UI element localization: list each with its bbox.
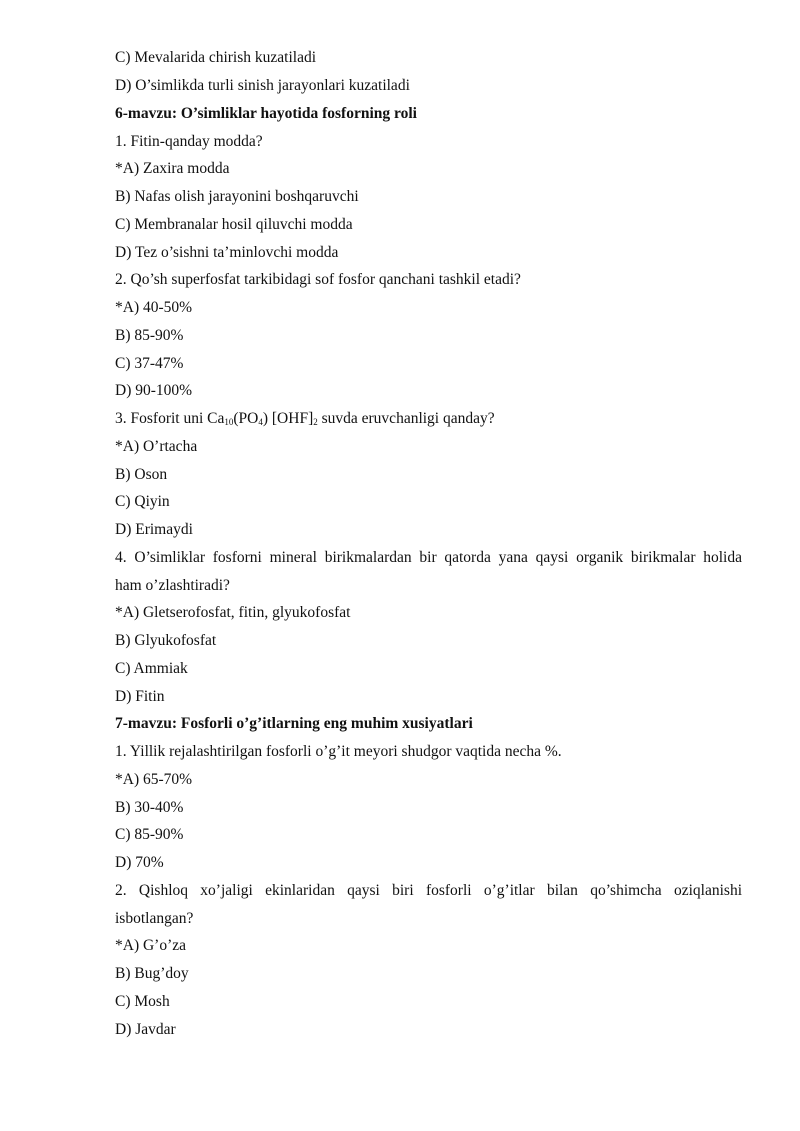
answer-option-correct: *A) 40-50% — [115, 299, 193, 316]
answer-option: C) 37-47% — [115, 355, 184, 372]
answer-option-correct: *A) Zaxira modda — [115, 160, 230, 177]
answer-option: D) O’simlikda turli sinish jarayonlari kuzatiladi — [115, 77, 410, 94]
answer-option: B) Nafas olish jarayonini boshqaruvchi — [115, 188, 359, 205]
question-tail: suvda eruvchanligi qanday? — [317, 410, 495, 427]
subscript: 2 — [313, 417, 318, 427]
formula-text: 3. Fosforit uni Ca — [115, 410, 225, 427]
answer-option: D) 70% — [115, 854, 164, 871]
question-text: 4. O’simliklar fosforni mineral birikmalardan bir qatorda yana qaysi organik birikmalar holida — [115, 549, 742, 566]
subscript: 4 — [258, 417, 263, 427]
answer-option: C) 85-90% — [115, 826, 184, 843]
question-text: 1. Yillik rejalashtirilgan fosforli o’g’it meyori shudgor vaqtida necha %. — [115, 743, 562, 760]
answer-option: C) Mevalarida chirish kuzatiladi — [115, 49, 317, 66]
answer-option: D) 90-100% — [115, 382, 193, 399]
answer-option-correct: *A) Gletserofosfat, fitin, glyukofosfat — [115, 604, 351, 621]
answer-option: C) Mosh — [115, 993, 170, 1010]
question-text: 2. Qo’sh superfosfat tarkibidagi sof fosfor qanchani tashkil etadi? — [115, 271, 521, 288]
answer-option-correct: *A) 65-70% — [115, 771, 193, 788]
section-heading: 7-mavzu: Fosforli o’g’itlarning eng muhim xusiyatlari — [115, 715, 473, 732]
formula-text: (PO — [233, 410, 259, 427]
answer-option: B) Oson — [115, 466, 168, 483]
answer-option: B) Bug’doy — [115, 965, 189, 982]
answer-option: C) Membranalar hosil qiluvchi modda — [115, 216, 353, 233]
answer-option: D) Erimaydi — [115, 521, 193, 538]
question-text: 1. Fitin-qanday modda? — [115, 133, 263, 150]
formula-text: ) [OHF] — [262, 410, 314, 427]
answer-option-correct: *A) O’rtacha — [115, 438, 198, 455]
question-text-continued: isbotlangan? — [115, 910, 194, 927]
answer-option: B) 30-40% — [115, 799, 184, 816]
answer-option: C) Ammiak — [115, 660, 188, 677]
question-text: 2. Qishloq xo’jaligi ekinlaridan qaysi biri fosforli o’g’itlar bilan qo’shimcha oziqlanishi — [115, 882, 742, 899]
subscript: 10 — [224, 417, 234, 427]
answer-option: C) Qiyin — [115, 493, 170, 510]
answer-option: D) Fitin — [115, 688, 165, 705]
question-text-continued: ham o’zlashtiradi? — [115, 577, 230, 594]
section-heading: 6-mavzu: O’simliklar hayotida fosforning roli — [115, 105, 417, 122]
answer-option: B) 85-90% — [115, 327, 184, 344]
answer-option: D) Javdar — [115, 1021, 176, 1038]
answer-option: D) Tez o’sishni ta’minlovchi modda — [115, 244, 339, 261]
answer-option: B) Glyukofosfat — [115, 632, 217, 649]
answer-option-correct: *A) G’o’za — [115, 937, 187, 954]
question-text — [115, 409, 495, 429]
